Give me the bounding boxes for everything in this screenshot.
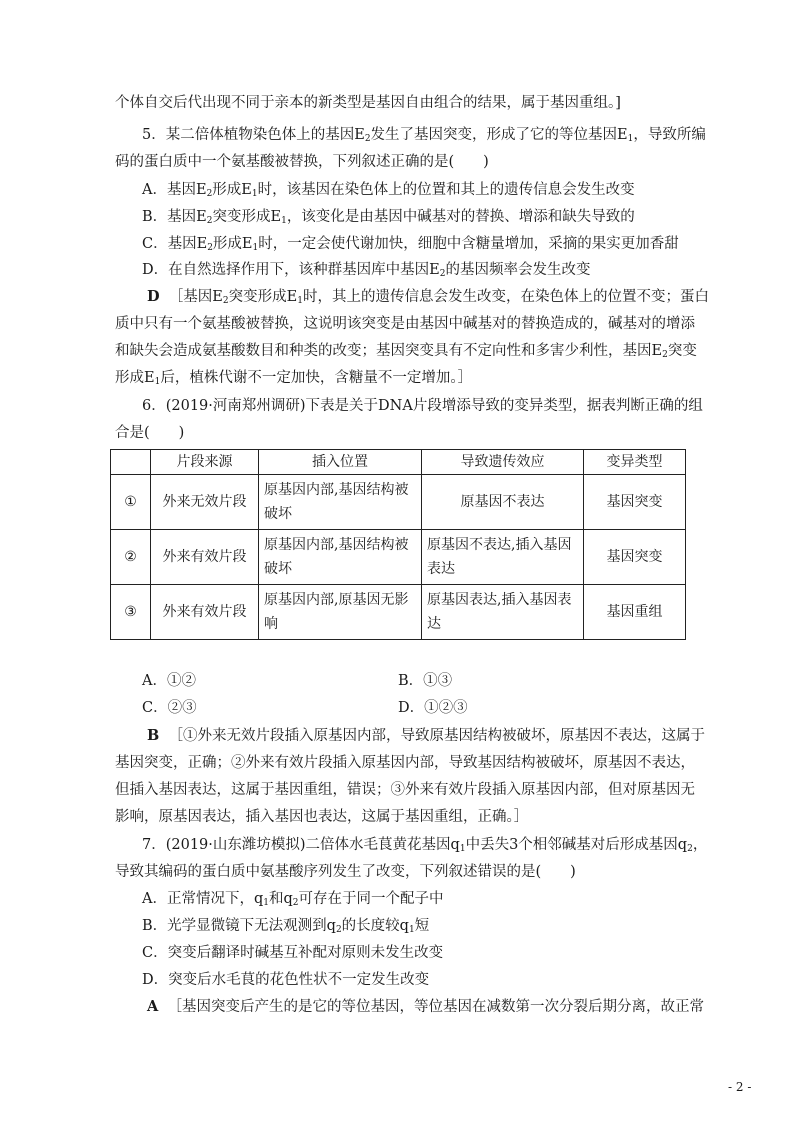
question-5-stem: 5．某二倍体植物染色体上的基因$E_2$发生了基因突变，形成了它的等位基因$E_1$，导致所编 [142, 127, 706, 144]
question-6-option-c: C．②③ [142, 700, 197, 716]
table-row [111, 530, 686, 585]
question-6-option-d: D．①②③ [398, 700, 468, 716]
answer-letter: A [147, 998, 159, 1015]
table-cell: 基因重组 [584, 585, 686, 640]
question-6-option-a: A．①② [142, 673, 196, 689]
question-7-option-a: A．正常情况下，$q_1$和$q_2$可存在于同一个配子中 [142, 891, 444, 908]
answer-6-line4: 影响，原基因表达，插入基因也表达，这属于基因重组，正确。］ [115, 809, 529, 825]
table-cell: ① [111, 475, 151, 530]
question-6-stem-line2: 合是( ) [115, 425, 185, 441]
answer-6-line1: B ［①外来无效片段插入原基因内部，导致原基因结构被破坏，原基因不表达，这属于 [147, 727, 705, 744]
table-cell: 原基因内部,基因结构被破坏 [259, 475, 422, 530]
question-5-option-b: B．基因$E_2$突变形成$E_1$，该变化是由基因中碱基对的替换、增添和缺失导致的 [142, 209, 635, 226]
question-6-stem: 6．(2019·河南郑州调研)下表是关于DNA片段增添导致的变异类型，据表判断正确的组 [142, 398, 703, 414]
table-header-cell: 片段来源 [151, 450, 259, 475]
question-5-stem-line2: 码的蛋白质中一个氨基酸被替换，下列叙述正确的是( ) [115, 154, 489, 170]
question-7-stem-line2: 导致其编码的蛋白质中氨基酸序列发生了改变，下列叙述错误的是( ) [115, 864, 576, 880]
paragraph-line: 个体自交后代出现不同于亲本的新类型是基因自由组合的结果，属于基因重组。] [115, 95, 621, 111]
table-cell: 原基因不表达,插入基因表达 [422, 530, 584, 585]
table-header-cell: 导致遗传效应 [422, 450, 584, 475]
question-7-option-b: B．光学显微镜下无法观测到$q_2$的长度较$q_1$短 [142, 918, 430, 935]
table-header-cell [111, 450, 151, 475]
table-cell: 基因突变 [584, 475, 686, 530]
page-number: - 2 - [728, 1080, 752, 1094]
table-header-row [111, 450, 686, 475]
question-7-option-d: D．突变后水毛茛的花色性状不一定发生改变 [142, 972, 430, 988]
table-cell: 原基因内部,基因结构被破坏 [259, 530, 422, 585]
question-6-option-b: B．①③ [398, 673, 453, 689]
answer-5-line1: D ［基因$E_2$突变形成$E_1$时，其上的遗传信息会发生改变，在染色体上的位置不变；蛋白 [147, 288, 709, 306]
answer-7-line1: A ［基因突变后产生的是它的等位基因，等位基因在减数第一次分裂后期分离，故正常 [147, 998, 704, 1015]
table-row [111, 475, 686, 530]
table-cell: 原基因表达,插入基因表达 [422, 585, 584, 640]
answer-letter: D [147, 288, 160, 305]
answer-5-line2: 质中只有一个氨基酸被替换，这说明该突变是由基因中碱基对的替换造成的，碱基对的增添 [115, 316, 695, 332]
question-7-stem: 7．(2019·山东潍坊模拟)二倍体水毛茛黄花基因$q_1$中丢失3个相邻碱基对后形成基因$q_2$， [142, 837, 708, 854]
table-cell: 原基因不表达 [422, 475, 584, 530]
question-5-option-a: A．基因$E_2$形成$E_1$时，该基因在染色体上的位置和其上的遗传信息会发生改变 [142, 182, 635, 199]
answer-letter: B [147, 727, 160, 744]
question-5-option-c: C．基因$E_2$形成$E_1$时，一定会使代谢加快，细胞中含糖量增加，采摘的果实更加香甜 [142, 236, 679, 253]
table-cell: 外来有效片段 [151, 530, 259, 585]
table-header-cell: 变异类型 [584, 450, 686, 475]
answer-6-line3: 但插入基因表达，这属于基因重组，错误；③外来有效片段插入原基因内部，但对原基因无 [115, 782, 695, 798]
variation-type-table [110, 449, 686, 640]
answer-5-line4: 形成$E_1$后，植株代谢不一定加快，含糖量不一定增加。］ [115, 370, 473, 387]
table-cell: 外来无效片段 [151, 475, 259, 530]
question-5-option-d: D．在自然选择作用下，该种群基因库中基因$E_2$的基因频率会发生改变 [142, 262, 591, 279]
table-cell: ② [111, 530, 151, 585]
table-header-cell: 插入位置 [259, 450, 422, 475]
table-cell: ③ [111, 585, 151, 640]
table-row [111, 585, 686, 640]
question-7-option-c: C．突变后翻译时碱基互补配对原则未发生改变 [142, 945, 444, 961]
table-cell: 外来有效片段 [151, 585, 259, 640]
table-cell: 基因突变 [584, 530, 686, 585]
answer-6-line2: 基因突变，正确；②外来有效片段插入原基因内部，导致基因结构被破坏，原基因不表达， [115, 755, 695, 771]
answer-5-line3: 和缺失会造成氨基酸数目和种类的改变；基因突变具有不定向性和多害少利性，基因$E_2$突变 [115, 343, 697, 360]
table-cell: 原基因内部,原基因无影响 [259, 585, 422, 640]
